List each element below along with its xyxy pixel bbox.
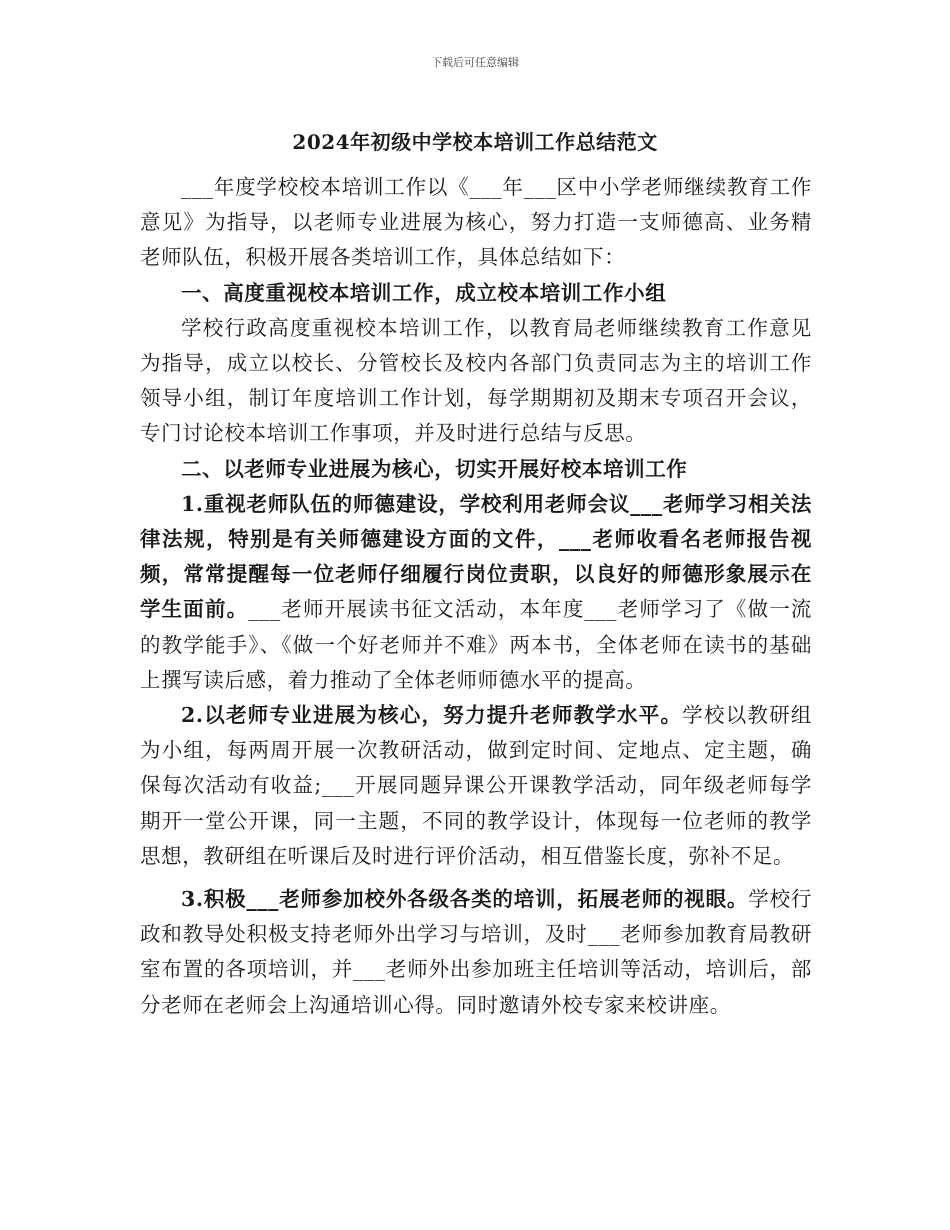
item-1-paragraph [140, 487, 812, 698]
section-1-paragraph: 学校行政高度重视校本培训工作，以教育局老师继续教育工作意见为指导，成立以校长、分管校长及校内各部门负责同志为主的培训工作领导小组，制订年度培训工作计划，每学期期初及期末专项召开会议，专门讨论校本培训工作事项，并及时进行总结与反思。 [140, 315, 812, 446]
item-3-text: 学校行政和教导处积极支持老师外出学习与培训，及时___老师参加教育局教研室布置的各项培训，并___老师外出参加班主任培训等活动，培训后，部分老师在老师会上沟通培训心得。同时邀请外校专家来校讲座。 [140, 887, 812, 1017]
section-2-heading: 二、以老师专业进展为核心，切实开展好校本培训工作 [181, 456, 688, 481]
item-1-lead: 1.重视老师队伍的师德建设，学校利用老师会议___老师学习相关法律法规，特别是有关师德建设方面的文件，___老师收看名老师报告视频，常常提醒每一位老师仔细履行岗位责职，以良好的师德形象展示在学生面前。 [140, 491, 812, 622]
item-3-lead: 3.积极___老师参加校外各级各类的培训，拓展老师的视眼。 [181, 887, 749, 912]
item-3-paragraph [140, 882, 812, 1023]
section-1-heading: 一、高度重视校本培训工作，成立校本培训工作小组 [181, 280, 667, 305]
document-body [140, 170, 812, 1023]
item-2-text: 学校以教研组为小组，每两周开展一次教研活动，做到定时间、定地点、定主题，确保每次活动有收益;___开展同题异课公开课教学活动，同年级老师每学期开一堂公开课，同一主题，不同的教学设计，体现每一位老师的教学思想，教研组在听课后及时进行评价活动，相互借鉴长度，弥补不足。 [140, 703, 812, 868]
item-2-paragraph [140, 698, 812, 874]
item-1-text: ___老师开展读书征文活动，本年度___老师学习了《做一流的教学能手》、《做一个好老师并不难》两本书，全体老师在读书的基础上撰写读后感，着力推动了全体老师师德水平的提高。 [140, 597, 812, 692]
item-2-lead: 2.以老师专业进展为核心，努力提升老师教学水平。 [181, 703, 683, 728]
header-note: 下载后可任意编辑 [431, 56, 519, 69]
document-title: 2024年初级中学校本培训工作总结范文 [292, 130, 658, 154]
intro-paragraph: ___年度学校校本培训工作以《___年___区中小学老师继续教育工作意见》为指导，以老师专业进展为核心，努力打造一支师德高、业务精老师队伍，积极开展各类培训工作，具体总结如下： [140, 175, 812, 270]
